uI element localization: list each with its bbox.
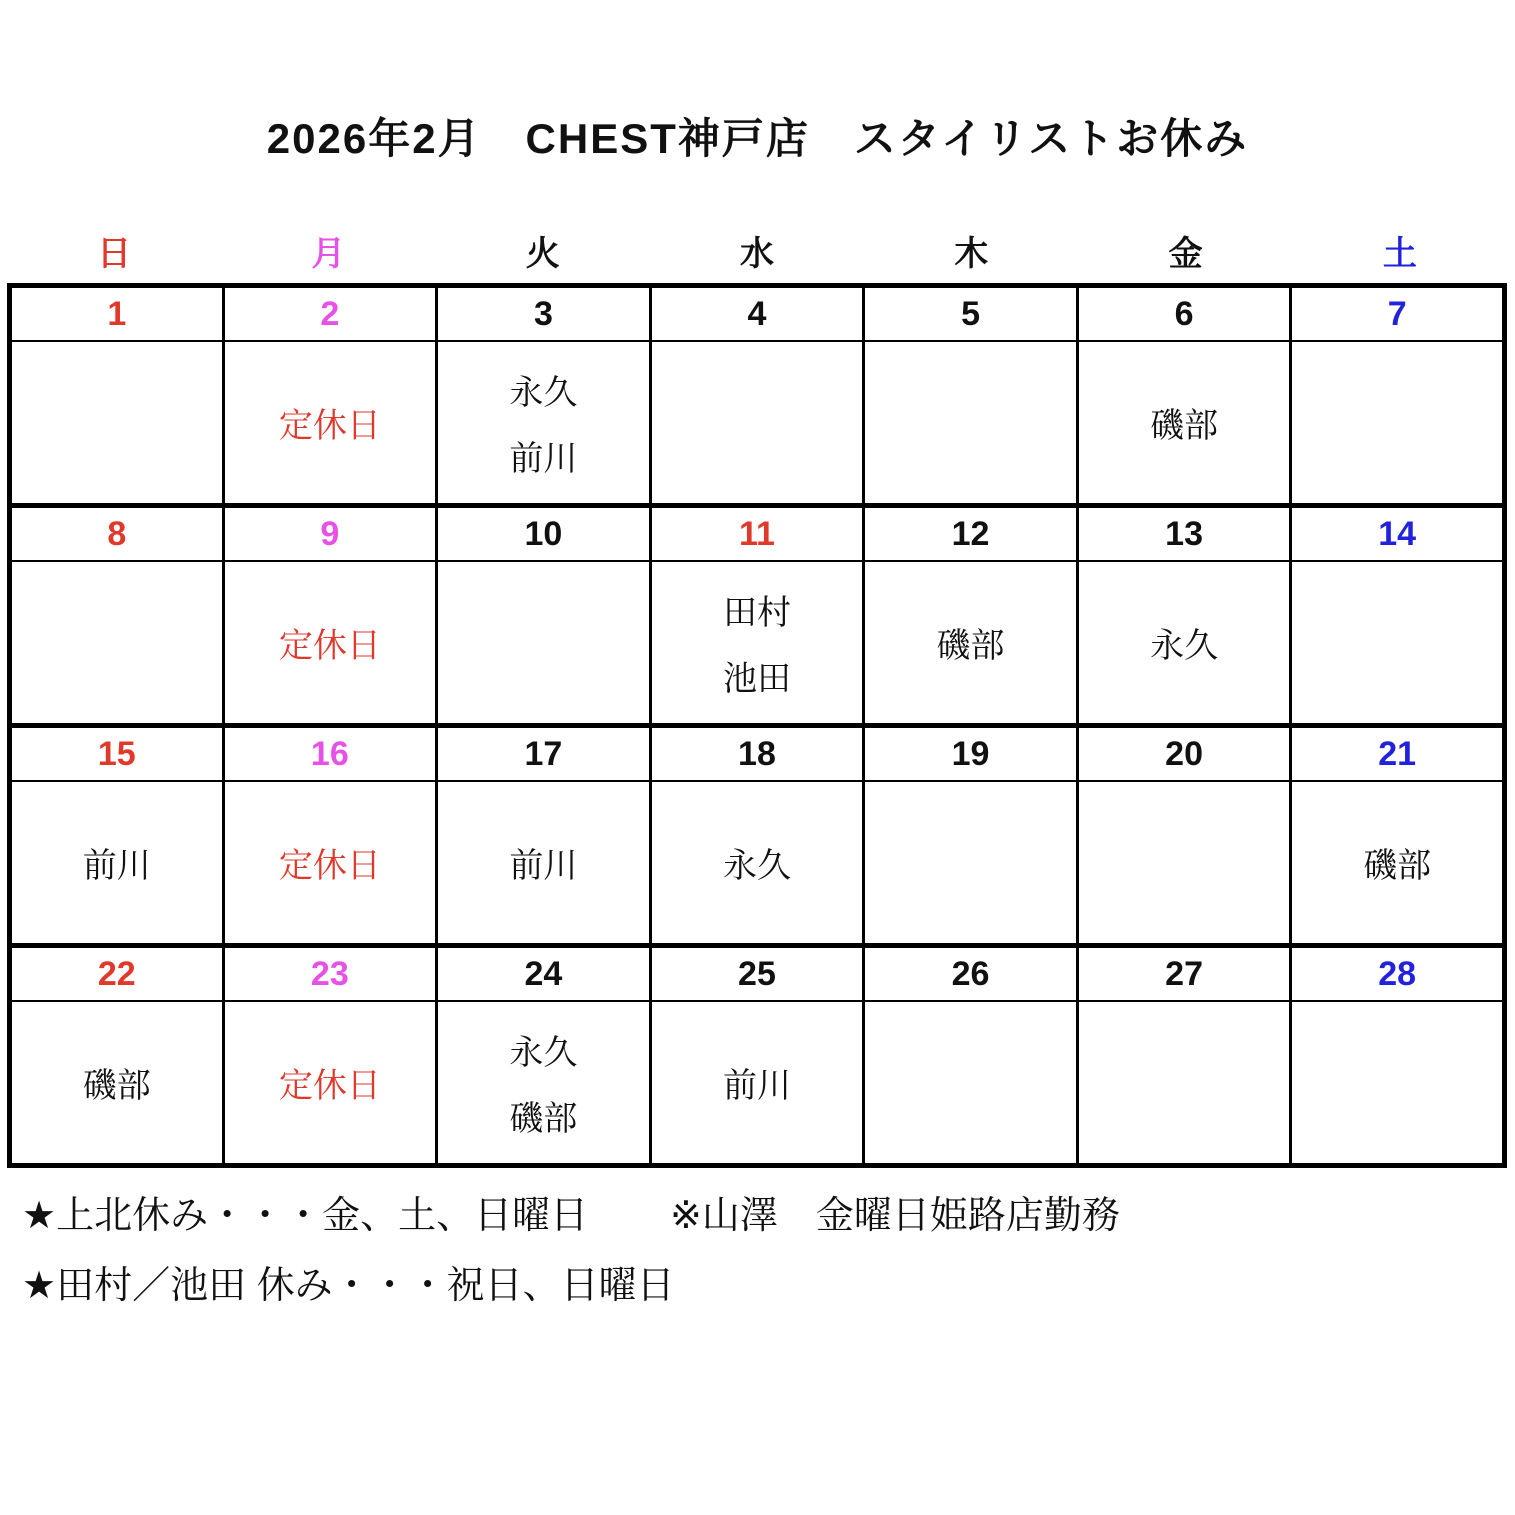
stylist-name: 磯部 bbox=[509, 1100, 578, 1138]
closed-day-label: 定休日 bbox=[278, 847, 381, 885]
note-yamasawa-schedule: ※山澤 金曜日姫路店勤務 bbox=[670, 1195, 1120, 1237]
day-6-off-list bbox=[1077, 341, 1291, 506]
closed-day-label: 定休日 bbox=[278, 407, 381, 445]
week-2-content-row bbox=[10, 561, 1505, 726]
date-cell-25: 25 bbox=[650, 946, 864, 1002]
stylist-name: 磯部 bbox=[82, 1067, 151, 1105]
date-cell-15: 15 bbox=[10, 726, 224, 782]
note-kamikita-days-off: ★上北休み・・・金、土、日曜日 bbox=[22, 1195, 589, 1237]
note-line-1 bbox=[22, 1184, 1515, 1237]
stylist-name: 前川 bbox=[82, 847, 151, 885]
stylist-name: 磯部 bbox=[936, 627, 1005, 665]
date-cell-6: 6 bbox=[1077, 286, 1291, 342]
day-16-off-list bbox=[223, 781, 437, 946]
day-25-off-list bbox=[650, 1001, 864, 1166]
closed-day-label: 定休日 bbox=[278, 627, 381, 665]
footer-notes bbox=[22, 1184, 1515, 1307]
date-cell-16: 16 bbox=[223, 726, 437, 782]
day-13-off-list bbox=[1077, 561, 1291, 726]
stylist-name: 永久 bbox=[509, 374, 578, 412]
weekday-header-sun: 日 bbox=[97, 235, 132, 273]
weekday-header-tue: 火 bbox=[525, 235, 560, 273]
day-2-off-list bbox=[223, 341, 437, 506]
stylist-name: 磯部 bbox=[1363, 847, 1432, 885]
date-cell-18: 18 bbox=[650, 726, 864, 782]
note-line-2 bbox=[22, 1254, 1515, 1307]
date-cell-7: 7 bbox=[1291, 286, 1505, 342]
day-23-off-list bbox=[223, 1001, 437, 1166]
day-15-off-list bbox=[10, 781, 224, 946]
date-cell-27: 27 bbox=[1077, 946, 1291, 1002]
date-cell-14: 14 bbox=[1291, 506, 1505, 562]
stylist-name: 前川 bbox=[509, 440, 578, 478]
weekday-header-fri: 金 bbox=[1168, 235, 1203, 273]
date-cell-17: 17 bbox=[437, 726, 651, 782]
date-cell-3: 3 bbox=[437, 286, 651, 342]
date-cell-5: 5 bbox=[864, 286, 1078, 342]
day-10-off-list bbox=[437, 561, 651, 726]
stylist-name: 磯部 bbox=[1150, 407, 1219, 445]
stylist-name: 永久 bbox=[509, 1034, 578, 1072]
stylist-name: 永久 bbox=[1150, 627, 1219, 665]
note-tamura-ikeda-days-off: ★田村／池田 休み・・・祝日、日曜日 bbox=[22, 1265, 675, 1307]
week-3-date-row bbox=[10, 726, 1505, 782]
date-cell-26: 26 bbox=[864, 946, 1078, 1002]
date-cell-22: 22 bbox=[10, 946, 224, 1002]
day-27-off-list bbox=[1077, 1001, 1291, 1166]
date-cell-11: 11 bbox=[650, 506, 864, 562]
day-12-off-list bbox=[864, 561, 1078, 726]
week-4-content-row bbox=[10, 1001, 1505, 1166]
day-14-off-list bbox=[1291, 561, 1505, 726]
weekday-header-thu: 木 bbox=[954, 235, 989, 273]
day-20-off-list bbox=[1077, 781, 1291, 946]
date-cell-8: 8 bbox=[10, 506, 224, 562]
stylist-name: 池田 bbox=[722, 660, 791, 698]
stylist-name: 前川 bbox=[509, 847, 578, 885]
day-3-off-list bbox=[437, 341, 651, 506]
day-8-off-list bbox=[10, 561, 224, 726]
date-cell-9: 9 bbox=[223, 506, 437, 562]
date-cell-19: 19 bbox=[864, 726, 1078, 782]
date-cell-2: 2 bbox=[223, 286, 437, 342]
weekday-header-row bbox=[7, 226, 1507, 275]
day-11-off-list bbox=[650, 561, 864, 726]
day-21-off-list bbox=[1291, 781, 1505, 946]
day-5-off-list bbox=[864, 341, 1078, 506]
date-cell-13: 13 bbox=[1077, 506, 1291, 562]
page-title: 2026年2月 CHEST神戸店 スタイリストお休み bbox=[266, 115, 1249, 162]
weekday-header-wed: 水 bbox=[739, 235, 774, 273]
date-cell-10: 10 bbox=[437, 506, 651, 562]
closed-day-label: 定休日 bbox=[278, 1067, 381, 1105]
week-1-content-row bbox=[10, 341, 1505, 506]
date-cell-20: 20 bbox=[1077, 726, 1291, 782]
day-18-off-list bbox=[650, 781, 864, 946]
weekday-header-sat: 土 bbox=[1382, 235, 1417, 273]
stylist-name: 永久 bbox=[722, 847, 791, 885]
day-9-off-list bbox=[223, 561, 437, 726]
day-22-off-list bbox=[10, 1001, 224, 1166]
day-1-off-list bbox=[10, 341, 224, 506]
day-7-off-list bbox=[1291, 341, 1505, 506]
stylist-name: 田村 bbox=[722, 594, 791, 632]
stylist-name: 前川 bbox=[722, 1067, 791, 1105]
day-19-off-list bbox=[864, 781, 1078, 946]
date-cell-12: 12 bbox=[864, 506, 1078, 562]
day-4-off-list bbox=[650, 341, 864, 506]
weekday-header-mon: 月 bbox=[311, 235, 346, 273]
week-2-date-row bbox=[10, 506, 1505, 562]
week-4-date-row bbox=[10, 946, 1505, 1002]
date-cell-21: 21 bbox=[1291, 726, 1505, 782]
week-1-date-row bbox=[10, 286, 1505, 342]
date-cell-1: 1 bbox=[10, 286, 224, 342]
week-3-content-row bbox=[10, 781, 1505, 946]
day-28-off-list bbox=[1291, 1001, 1505, 1166]
date-cell-4: 4 bbox=[650, 286, 864, 342]
calendar-table bbox=[7, 283, 1507, 1168]
day-17-off-list bbox=[437, 781, 651, 946]
day-24-off-list bbox=[437, 1001, 651, 1166]
date-cell-23: 23 bbox=[223, 946, 437, 1002]
date-cell-28: 28 bbox=[1291, 946, 1505, 1002]
day-26-off-list bbox=[864, 1001, 1078, 1166]
date-cell-24: 24 bbox=[437, 946, 651, 1002]
